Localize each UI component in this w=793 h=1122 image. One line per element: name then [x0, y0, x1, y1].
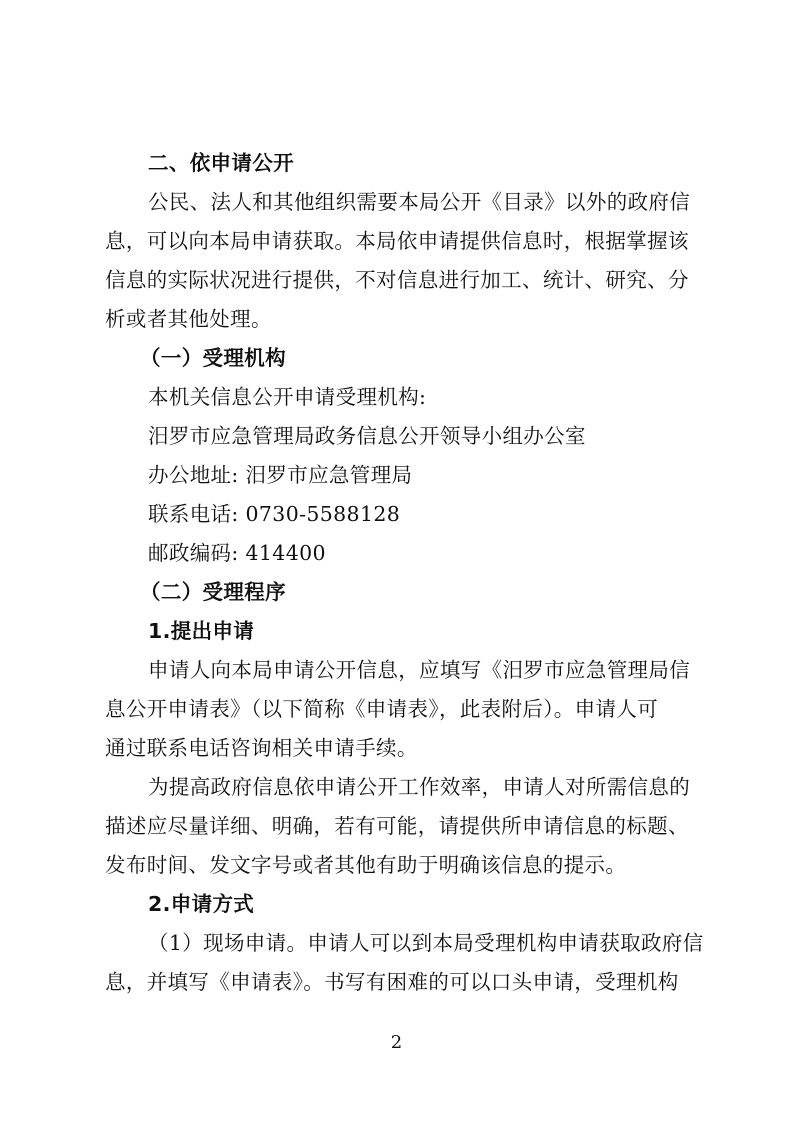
paragraph-line: 信息的实际状况进行提供，不对信息进行加工、统计、研究、分	[105, 268, 689, 292]
paragraph-line: 描述应尽量详细、明确，若有可能，请提供所申请信息的标题、	[105, 814, 689, 838]
paragraph-line: 通过联系电话咨询相关申请手续。	[105, 736, 418, 760]
paragraph-line: （1）现场申请。申请人可以到本局受理机构申请获取政府信	[148, 931, 704, 955]
office-name: 汨罗市应急管理局政务信息公开领导小组办公室	[148, 424, 586, 448]
step-heading-submit-application: 1.提出申请	[148, 619, 255, 643]
paragraph-line: 息，并填写《申请表》。书写有困难的可以口头申请，受理机构	[105, 970, 679, 994]
subsection-heading-acceptance-office: （一）受理机构	[140, 346, 286, 370]
step-heading-application-method: 2.申请方式	[148, 892, 255, 916]
office-address: 办公地址: 汨罗市应急管理局	[148, 463, 413, 487]
paragraph-line: 发布时间、发文字号或者其他有助于明确该信息的提示。	[105, 853, 627, 877]
subsection-heading-acceptance-procedure: （二）受理程序	[140, 580, 286, 604]
paragraph-line: 息，可以向本局申请获取。本局依申请提供信息时，根据掌握该	[105, 229, 689, 253]
contact-phone: 联系电话: 0730-5588128	[148, 502, 401, 526]
postal-code: 邮政编码: 414400	[148, 541, 326, 565]
paragraph-line: 公民、法人和其他组织需要本局公开《目录》以外的政府信	[148, 190, 691, 214]
page-number: 2	[390, 1032, 403, 1053]
section-heading-apply-disclosure: 二、依申请公开	[148, 151, 294, 175]
paragraph-line: 申请人向本局申请公开信息，应填写《汨罗市应急管理局信	[148, 658, 691, 682]
paragraph-line: 析或者其他处理。	[105, 307, 272, 331]
paragraph-line: 息公开申请表》（以下简称《申请表》，此表附后）。申请人可	[105, 697, 659, 721]
paragraph-line: 为提高政府信息依申请公开工作效率，申请人对所需信息的	[148, 775, 691, 799]
paragraph-line: 本机关信息公开申请受理机构:	[148, 385, 427, 409]
